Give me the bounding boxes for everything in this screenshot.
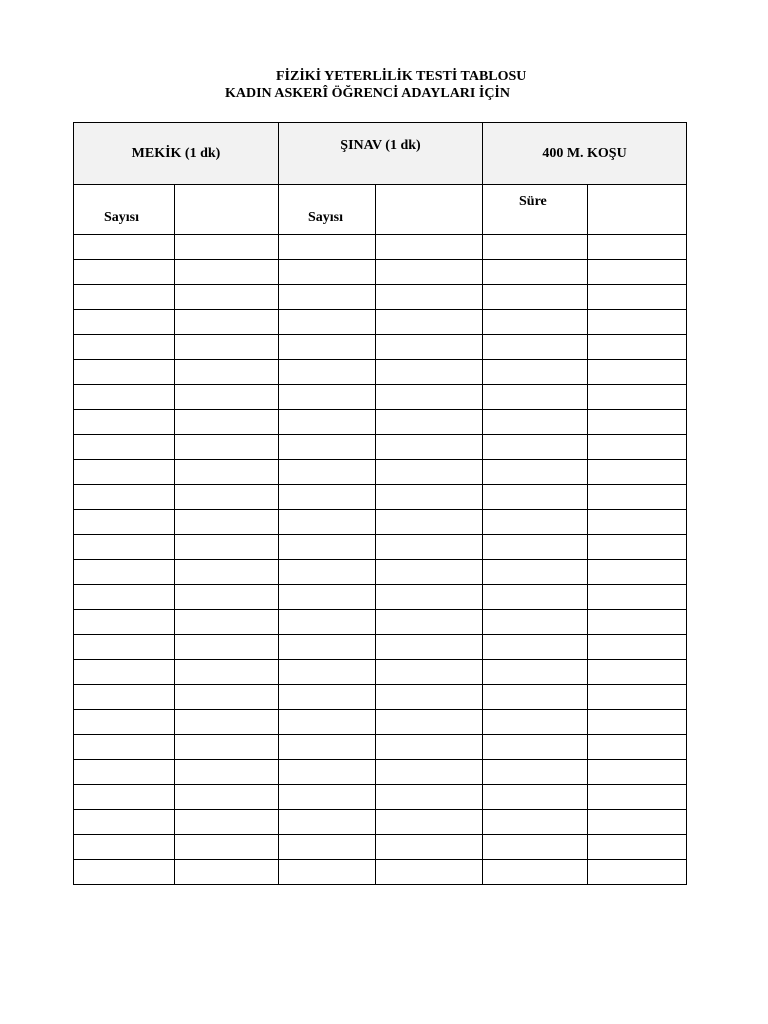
table-cell — [376, 785, 483, 810]
table-cell — [279, 385, 376, 410]
table-cell — [74, 560, 175, 585]
table-cell — [376, 285, 483, 310]
table-cell — [279, 535, 376, 560]
table-row — [74, 760, 687, 785]
table-cell — [588, 560, 687, 585]
table-row — [74, 535, 687, 560]
table-cell — [483, 635, 588, 660]
table-cell — [279, 560, 376, 585]
table-cell — [279, 585, 376, 610]
table-cell — [175, 235, 279, 260]
table-cell — [483, 485, 588, 510]
table-cell — [74, 260, 175, 285]
table-cell — [483, 810, 588, 835]
header-400m-kosu-label: 400 M. KOŞU — [542, 145, 627, 161]
header-400m-kosu — [483, 123, 687, 185]
table-cell — [74, 660, 175, 685]
table-cell — [175, 260, 279, 285]
table-cell — [279, 260, 376, 285]
table-cell — [175, 685, 279, 710]
table-cell — [175, 860, 279, 885]
table-cell — [588, 360, 687, 385]
fitness-test-table — [73, 122, 687, 885]
table-cell — [175, 410, 279, 435]
table-cell — [376, 635, 483, 660]
table-cell — [483, 460, 588, 485]
table-cell — [376, 710, 483, 735]
header-mekik-label: MEKİK (1 dk) — [131, 145, 221, 161]
header-sinav-label: ŞINAV (1 dk) — [340, 137, 421, 153]
table-cell — [74, 285, 175, 310]
table-cell — [588, 685, 687, 710]
table-cell — [279, 760, 376, 785]
table-cell — [588, 385, 687, 410]
table-row — [74, 435, 687, 460]
table-cell — [376, 410, 483, 435]
subheader-mekik-sayisi — [74, 185, 175, 235]
table-cell — [279, 785, 376, 810]
table-cell — [483, 535, 588, 560]
table-cell — [483, 360, 588, 385]
table-cell — [588, 610, 687, 635]
subheader-kosu-sure — [483, 185, 588, 235]
subheader-kosu-sure-label: Süre — [519, 193, 547, 209]
table-row — [74, 560, 687, 585]
subheader-kosu-blank — [588, 185, 687, 235]
table-cell — [175, 335, 279, 360]
table-cell — [483, 310, 588, 335]
table-cell — [588, 460, 687, 485]
table-row — [74, 385, 687, 410]
table-cell — [175, 785, 279, 810]
table-cell — [279, 485, 376, 510]
table-cell — [483, 510, 588, 535]
table-cell — [588, 260, 687, 285]
table-cell — [279, 810, 376, 835]
table-cell — [376, 560, 483, 585]
table-cell — [483, 260, 588, 285]
table-cell — [483, 410, 588, 435]
table-row — [74, 310, 687, 335]
table-cell — [175, 810, 279, 835]
table-cell — [74, 785, 175, 810]
table-cell — [74, 435, 175, 460]
table-cell — [483, 385, 588, 410]
table-row — [74, 610, 687, 635]
table-cell — [588, 535, 687, 560]
table-header-row — [74, 123, 687, 185]
table-cell — [483, 760, 588, 785]
table-cell — [588, 635, 687, 660]
table-cell — [376, 860, 483, 885]
table-cell — [376, 535, 483, 560]
table-cell — [483, 335, 588, 360]
table-cell — [279, 735, 376, 760]
table-cell — [279, 635, 376, 660]
table-cell — [175, 285, 279, 310]
table-cell — [376, 460, 483, 485]
table-cell — [74, 460, 175, 485]
table-cell — [588, 660, 687, 685]
table-cell — [376, 685, 483, 710]
table-cell — [483, 610, 588, 635]
table-cell — [74, 485, 175, 510]
table-cell — [279, 360, 376, 385]
document-subtitle: KADIN ASKERÎ ÖĞRENCİ ADAYLARI İÇİN — [225, 86, 510, 101]
table-cell — [279, 310, 376, 335]
table-cell — [483, 835, 588, 860]
table-cell — [74, 860, 175, 885]
table-row — [74, 710, 687, 735]
table-cell — [483, 285, 588, 310]
table-cell — [588, 785, 687, 810]
table-cell — [279, 710, 376, 735]
table-cell — [279, 860, 376, 885]
table-cell — [74, 685, 175, 710]
table-row — [74, 785, 687, 810]
table-cell — [376, 835, 483, 860]
table-cell — [588, 860, 687, 885]
table-cell — [376, 385, 483, 410]
table-cell — [74, 385, 175, 410]
table-cell — [588, 410, 687, 435]
table-cell — [588, 235, 687, 260]
table-cell — [175, 610, 279, 635]
header-sinav — [279, 123, 483, 185]
table-cell — [376, 435, 483, 460]
table-cell — [175, 760, 279, 785]
table-cell — [279, 610, 376, 635]
table-cell — [483, 685, 588, 710]
table-cell — [376, 310, 483, 335]
table-cell — [588, 835, 687, 860]
table-row — [74, 460, 687, 485]
table-cell — [376, 360, 483, 385]
table-row — [74, 860, 687, 885]
table-cell — [588, 310, 687, 335]
subheader-sinav-sayisi — [279, 185, 376, 235]
table-cell — [376, 485, 483, 510]
table-cell — [175, 535, 279, 560]
table-cell — [483, 710, 588, 735]
table-cell — [175, 460, 279, 485]
table-cell — [376, 510, 483, 535]
table-cell — [376, 335, 483, 360]
table-cell — [279, 285, 376, 310]
table-cell — [483, 435, 588, 460]
table-cell — [483, 235, 588, 260]
table-cell — [588, 735, 687, 760]
table-cell — [588, 810, 687, 835]
table-cell — [279, 410, 376, 435]
table-row — [74, 685, 687, 710]
table-cell — [483, 860, 588, 885]
table-cell — [588, 435, 687, 460]
table-cell — [279, 335, 376, 360]
table-subheader-row — [74, 185, 687, 235]
table-row — [74, 285, 687, 310]
subheader-sinav-sayisi-label: Sayısı — [308, 209, 344, 225]
table-cell — [74, 360, 175, 385]
table-row — [74, 810, 687, 835]
table-cell — [74, 335, 175, 360]
table-cell — [74, 510, 175, 535]
table-cell — [175, 635, 279, 660]
header-mekik — [74, 123, 279, 185]
table-cell — [175, 560, 279, 585]
table-cell — [483, 785, 588, 810]
table-cell — [279, 835, 376, 860]
table-cell — [175, 435, 279, 460]
subheader-mekik-sayisi-label: Sayısı — [104, 209, 140, 225]
table-row — [74, 335, 687, 360]
table-cell — [279, 660, 376, 685]
table-cell — [588, 510, 687, 535]
table-cell — [74, 835, 175, 860]
table-row — [74, 585, 687, 610]
table-cell — [376, 810, 483, 835]
table-cell — [74, 410, 175, 435]
table-row — [74, 635, 687, 660]
table-cell — [175, 360, 279, 385]
table-cell — [175, 485, 279, 510]
table-cell — [74, 760, 175, 785]
table-cell — [175, 385, 279, 410]
table-cell — [74, 585, 175, 610]
table-cell — [74, 535, 175, 560]
table-cell — [175, 660, 279, 685]
table-cell — [74, 310, 175, 335]
table-cell — [175, 835, 279, 860]
table-row — [74, 485, 687, 510]
table-cell — [279, 235, 376, 260]
table-row — [74, 510, 687, 535]
table-row — [74, 835, 687, 860]
table-cell — [588, 485, 687, 510]
table-cell — [376, 585, 483, 610]
table-cell — [483, 585, 588, 610]
table-cell — [483, 660, 588, 685]
table-cell — [74, 610, 175, 635]
table-cell — [175, 710, 279, 735]
table-row — [74, 260, 687, 285]
subheader-sinav-blank — [376, 185, 483, 235]
table-cell — [74, 810, 175, 835]
table-cell — [279, 460, 376, 485]
table-cell — [376, 735, 483, 760]
table-cell — [74, 235, 175, 260]
table-cell — [483, 735, 588, 760]
table-cell — [279, 685, 376, 710]
table-cell — [175, 510, 279, 535]
table-cell — [74, 735, 175, 760]
table-cell — [175, 310, 279, 335]
table-cell — [588, 760, 687, 785]
table-row — [74, 660, 687, 685]
table-cell — [376, 660, 483, 685]
document-title: FİZİKİ YETERLİLİK TESTİ TABLOSU — [276, 69, 527, 84]
table-row — [74, 735, 687, 760]
table-cell — [279, 435, 376, 460]
table-cell — [588, 585, 687, 610]
table-cell — [279, 510, 376, 535]
table-cell — [376, 610, 483, 635]
table-cell — [175, 735, 279, 760]
table-cell — [175, 585, 279, 610]
table-cell — [74, 710, 175, 735]
table-cell — [588, 710, 687, 735]
table-row — [74, 360, 687, 385]
table-cell — [376, 260, 483, 285]
table-cell — [376, 760, 483, 785]
table-cell — [376, 235, 483, 260]
table-row — [74, 410, 687, 435]
table-row — [74, 235, 687, 260]
table-cell — [588, 335, 687, 360]
table-cell — [483, 560, 588, 585]
table-cell — [588, 285, 687, 310]
table-cell — [74, 635, 175, 660]
subheader-mekik-blank — [175, 185, 279, 235]
